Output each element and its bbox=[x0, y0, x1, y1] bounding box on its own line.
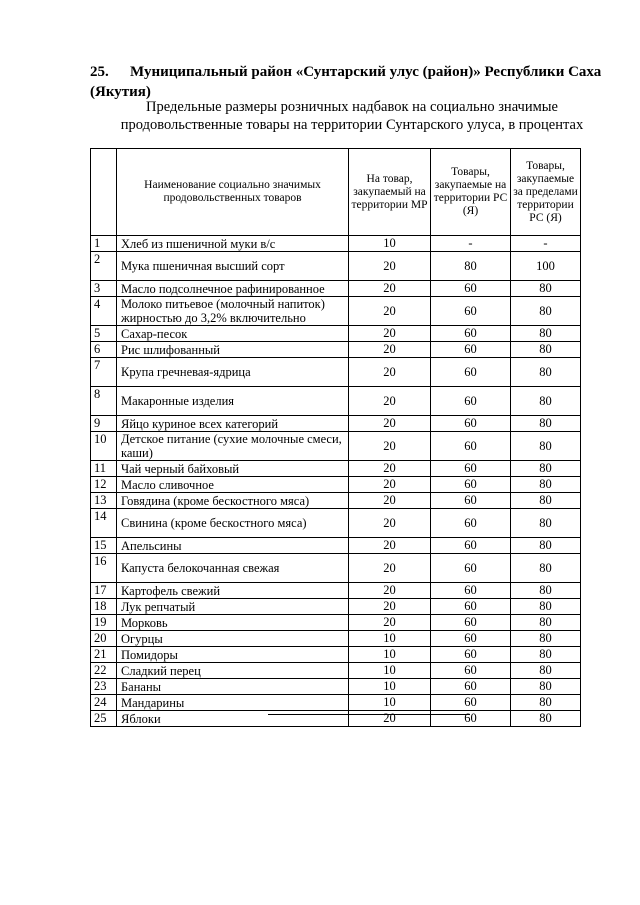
row-value-rs: 60 bbox=[431, 631, 511, 647]
row-value-rs: 60 bbox=[431, 711, 511, 727]
row-value-mr: 10 bbox=[349, 647, 431, 663]
section-heading bbox=[90, 62, 620, 102]
row-value-mr: 20 bbox=[349, 416, 431, 432]
row-value-rs: 60 bbox=[431, 461, 511, 477]
row-value-outside: 80 bbox=[511, 358, 581, 387]
row-number: 13 bbox=[91, 493, 117, 509]
row-number: 14 bbox=[91, 509, 117, 538]
table-row bbox=[91, 358, 581, 387]
header-name: Наименование социально значимых продовольственных товаров bbox=[117, 149, 349, 236]
row-name: Бананы bbox=[117, 679, 349, 695]
row-value-rs: 60 bbox=[431, 281, 511, 297]
table-row bbox=[91, 599, 581, 615]
row-value-mr: 20 bbox=[349, 477, 431, 493]
row-name: Хлеб из пшеничной муки в/с bbox=[117, 236, 349, 252]
row-number: 15 bbox=[91, 538, 117, 554]
table-row bbox=[91, 281, 581, 297]
row-value-rs: 60 bbox=[431, 647, 511, 663]
row-name: Сладкий перец bbox=[117, 663, 349, 679]
table-row bbox=[91, 236, 581, 252]
table-row bbox=[91, 493, 581, 509]
row-value-outside: 80 bbox=[511, 538, 581, 554]
table-row bbox=[91, 416, 581, 432]
row-value-outside: 80 bbox=[511, 509, 581, 538]
row-name: Рис шлифованный bbox=[117, 342, 349, 358]
table-row bbox=[91, 695, 581, 711]
row-value-rs: 60 bbox=[431, 326, 511, 342]
row-name: Яблоки bbox=[117, 711, 349, 727]
row-value-outside: 80 bbox=[511, 583, 581, 599]
row-value-rs: 60 bbox=[431, 599, 511, 615]
row-number: 6 bbox=[91, 342, 117, 358]
footer-rule bbox=[268, 714, 470, 715]
row-value-rs: 60 bbox=[431, 695, 511, 711]
table-row bbox=[91, 342, 581, 358]
row-value-mr: 10 bbox=[349, 631, 431, 647]
header-mr: На товар, закупаемый на территории МР bbox=[349, 149, 431, 236]
row-number: 7 bbox=[91, 358, 117, 387]
table-row bbox=[91, 583, 581, 599]
row-number: 21 bbox=[91, 647, 117, 663]
row-value-mr: 20 bbox=[349, 493, 431, 509]
row-value-outside: 80 bbox=[511, 615, 581, 631]
header-rs: Товары, закупаемые на территории РС (Я) bbox=[431, 149, 511, 236]
row-value-mr: 20 bbox=[349, 358, 431, 387]
table-row bbox=[91, 252, 581, 281]
row-number: 9 bbox=[91, 416, 117, 432]
row-name: Свинина (кроме бескостного мяса) bbox=[117, 509, 349, 538]
row-name: Апельсины bbox=[117, 538, 349, 554]
row-value-mr: 20 bbox=[349, 461, 431, 477]
row-name: Лук репчатый bbox=[117, 599, 349, 615]
row-number: 16 bbox=[91, 554, 117, 583]
row-name: Мука пшеничная высший сорт bbox=[117, 252, 349, 281]
table-caption bbox=[92, 98, 612, 134]
row-number: 11 bbox=[91, 461, 117, 477]
row-value-mr: 20 bbox=[349, 326, 431, 342]
row-name: Масло сливочное bbox=[117, 477, 349, 493]
row-value-rs: 60 bbox=[431, 358, 511, 387]
row-value-outside: 80 bbox=[511, 599, 581, 615]
table-row bbox=[91, 554, 581, 583]
table-row bbox=[91, 711, 581, 727]
row-value-rs: 60 bbox=[431, 477, 511, 493]
row-number: 4 bbox=[91, 297, 117, 326]
row-name: Огурцы bbox=[117, 631, 349, 647]
row-number: 1 bbox=[91, 236, 117, 252]
row-value-rs: 60 bbox=[431, 387, 511, 416]
row-name: Помидоры bbox=[117, 647, 349, 663]
row-value-rs: 60 bbox=[431, 583, 511, 599]
row-number: 19 bbox=[91, 615, 117, 631]
row-value-mr: 10 bbox=[349, 679, 431, 695]
row-name: Яйцо куриное всех категорий bbox=[117, 416, 349, 432]
row-value-mr: 20 bbox=[349, 538, 431, 554]
table-row bbox=[91, 326, 581, 342]
row-value-mr: 10 bbox=[349, 695, 431, 711]
table-row bbox=[91, 615, 581, 631]
row-value-mr: 20 bbox=[349, 509, 431, 538]
row-name: Мандарины bbox=[117, 695, 349, 711]
row-value-outside: 80 bbox=[511, 297, 581, 326]
row-number: 5 bbox=[91, 326, 117, 342]
table-row bbox=[91, 663, 581, 679]
row-value-outside: 80 bbox=[511, 461, 581, 477]
row-value-mr: 20 bbox=[349, 252, 431, 281]
row-value-outside: 80 bbox=[511, 416, 581, 432]
row-value-mr: 20 bbox=[349, 281, 431, 297]
row-name: Чай черный байховый bbox=[117, 461, 349, 477]
row-value-mr: 10 bbox=[349, 663, 431, 679]
table-row bbox=[91, 509, 581, 538]
row-name: Масло подсолнечное рафинированное bbox=[117, 281, 349, 297]
row-value-mr: 20 bbox=[349, 711, 431, 727]
table-row bbox=[91, 679, 581, 695]
row-number: 10 bbox=[91, 432, 117, 461]
row-name: Макаронные изделия bbox=[117, 387, 349, 416]
caption-line-1: Предельные размеры розничных надбавок на социально значимые bbox=[146, 99, 558, 115]
row-number: 18 bbox=[91, 599, 117, 615]
row-value-mr: 20 bbox=[349, 297, 431, 326]
row-value-mr: 20 bbox=[349, 599, 431, 615]
row-number: 3 bbox=[91, 281, 117, 297]
row-value-mr: 20 bbox=[349, 583, 431, 599]
row-value-outside: 80 bbox=[511, 387, 581, 416]
row-value-outside: 80 bbox=[511, 342, 581, 358]
markup-table bbox=[90, 148, 581, 727]
row-name: Капуста белокочанная свежая bbox=[117, 554, 349, 583]
row-value-rs: 60 bbox=[431, 538, 511, 554]
row-value-rs: 80 bbox=[431, 252, 511, 281]
table-header-row bbox=[91, 149, 581, 236]
row-value-outside: 80 bbox=[511, 326, 581, 342]
row-value-rs: 60 bbox=[431, 509, 511, 538]
row-name: Морковь bbox=[117, 615, 349, 631]
row-value-outside: 80 bbox=[511, 695, 581, 711]
row-value-outside: 80 bbox=[511, 631, 581, 647]
row-number: 2 bbox=[91, 252, 117, 281]
row-number: 20 bbox=[91, 631, 117, 647]
row-value-rs: 60 bbox=[431, 493, 511, 509]
row-value-rs: 60 bbox=[431, 416, 511, 432]
row-value-outside: 80 bbox=[511, 281, 581, 297]
row-value-rs: 60 bbox=[431, 554, 511, 583]
row-value-mr: 10 bbox=[349, 236, 431, 252]
row-number: 23 bbox=[91, 679, 117, 695]
row-value-outside: 80 bbox=[511, 647, 581, 663]
row-value-mr: 20 bbox=[349, 387, 431, 416]
row-value-outside: 100 bbox=[511, 252, 581, 281]
section-number: 25. bbox=[90, 64, 109, 80]
table-row bbox=[91, 538, 581, 554]
row-name: Крупа гречневая-ядрица bbox=[117, 358, 349, 387]
header-no bbox=[91, 149, 117, 236]
row-value-outside: 80 bbox=[511, 493, 581, 509]
table-row bbox=[91, 461, 581, 477]
header-outside: Товары, закупаемые за пределами территории РС (Я) bbox=[511, 149, 581, 236]
table-row bbox=[91, 432, 581, 461]
row-name: Молоко питьевое (молочный напиток) жирностью до 3,2% включительно bbox=[117, 297, 349, 326]
row-value-outside: 80 bbox=[511, 554, 581, 583]
row-name: Картофель свежий bbox=[117, 583, 349, 599]
row-value-outside: 80 bbox=[511, 663, 581, 679]
row-name: Говядина (кроме бескостного мяса) bbox=[117, 493, 349, 509]
row-number: 17 bbox=[91, 583, 117, 599]
table-row bbox=[91, 387, 581, 416]
row-value-rs: 60 bbox=[431, 297, 511, 326]
table-row bbox=[91, 477, 581, 493]
caption-line-2: продовольственные товары на территории Сунтарского улуса, в процентах bbox=[120, 117, 584, 133]
row-value-outside: 80 bbox=[511, 711, 581, 727]
row-value-mr: 20 bbox=[349, 342, 431, 358]
table-body bbox=[91, 236, 581, 727]
row-value-rs: 60 bbox=[431, 342, 511, 358]
row-value-mr: 20 bbox=[349, 554, 431, 583]
row-value-outside: - bbox=[511, 236, 581, 252]
row-value-outside: 80 bbox=[511, 679, 581, 695]
row-name: Детское питание (сухие молочные смеси, каши) bbox=[117, 432, 349, 461]
row-value-mr: 20 bbox=[349, 615, 431, 631]
row-number: 24 bbox=[91, 695, 117, 711]
row-name: Сахар-песок bbox=[117, 326, 349, 342]
row-value-outside: 80 bbox=[511, 477, 581, 493]
table-row bbox=[91, 631, 581, 647]
row-value-mr: 20 bbox=[349, 432, 431, 461]
row-number: 12 bbox=[91, 477, 117, 493]
table-row bbox=[91, 647, 581, 663]
row-number: 22 bbox=[91, 663, 117, 679]
row-value-outside: 80 bbox=[511, 432, 581, 461]
row-value-rs: 60 bbox=[431, 679, 511, 695]
row-value-rs: 60 bbox=[431, 663, 511, 679]
section-title: Муниципальный район «Сунтарский улус (район)» Республики Саха (Якутия) bbox=[90, 64, 602, 100]
row-number: 25 bbox=[91, 711, 117, 727]
row-value-rs: 60 bbox=[431, 432, 511, 461]
row-number: 8 bbox=[91, 387, 117, 416]
row-value-rs: 60 bbox=[431, 615, 511, 631]
row-value-rs: - bbox=[431, 236, 511, 252]
table-row bbox=[91, 297, 581, 326]
